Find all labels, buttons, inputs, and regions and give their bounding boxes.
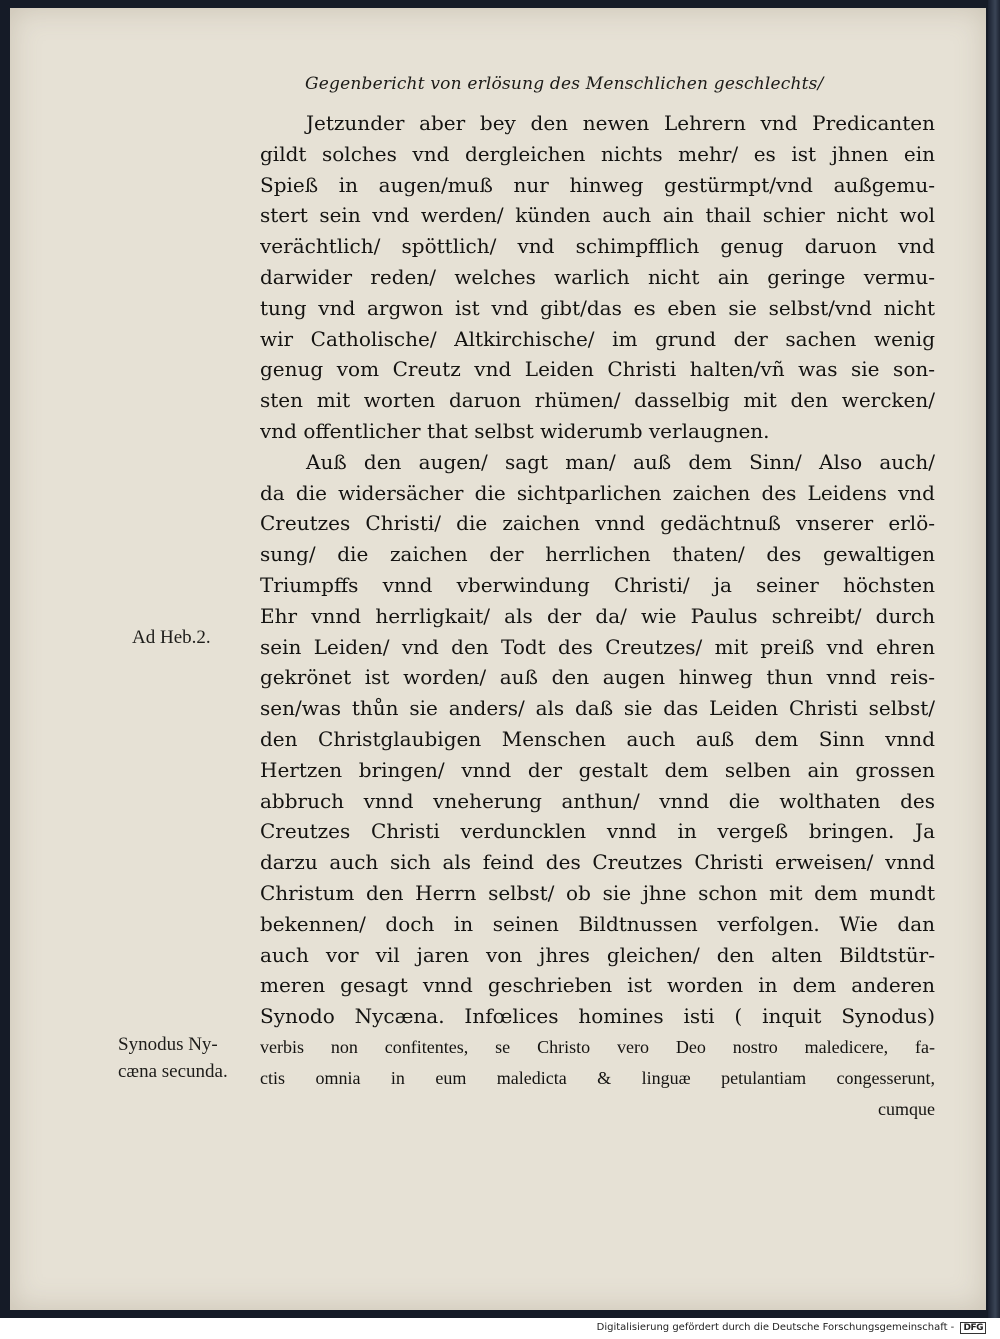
- text-line: da die widersächer die sichtparlichen zaichen des Leidens vnd: [260, 480, 935, 505]
- book-edge: [988, 0, 1000, 1318]
- text-line: auch vor vil jaren von jhres gleichen/ den alten Bildtstür-: [260, 942, 935, 967]
- text-line: vnd offentlicher that selbst widerumb verlaugnen.: [260, 418, 770, 443]
- text-line: wir Catholische/ Altkirchische/ im grund der sachen wenig: [260, 326, 935, 351]
- latin-line: verbis non confitentes, se Christo vero Deo nostro maledicere, fa-: [260, 1036, 935, 1057]
- text-line: sein Leiden/ vnd den Todt des Creutzes/ mit preiß vnd ehren: [260, 634, 935, 659]
- text-line: meren gesagt vnnd geschrieben ist worden in dem anderen: [260, 973, 935, 998]
- text-line: sung/ die zaichen der herrlichen thaten/ des gewaltigen: [260, 542, 935, 567]
- text-line: sten mit worten daruon rhümen/ dasselbig mit den wercken/: [260, 388, 935, 413]
- text-line: Jetzunder aber bey den newen Lehrern vnd Predicanten: [306, 111, 935, 135]
- latin-line: ctis omnia in eum maledicta & linguæ petulantiam congesserunt,: [260, 1067, 935, 1088]
- text-line: bekennen/ doch in seinen Bildtnussen verfolgen. Wie dan: [260, 911, 935, 936]
- text-line: den Christglaubigen Menschen auch auß dem Sinn vnnd: [260, 726, 935, 751]
- text-line: verächtlich/ spöttlich/ vnd schimpfflich genug daruon vnd: [260, 234, 935, 259]
- margin-note-synodus: Synodus Ny-: [118, 1034, 218, 1055]
- footer-text: Digitalisierung gefördert durch die Deutsche Forschungsgemeinschaft -: [596, 1322, 955, 1333]
- margin-note-ad-heb: Ad Heb.2.: [132, 627, 211, 648]
- dfg-logo: DFG: [960, 1322, 986, 1334]
- text-line: tung vnd argwon ist vnd gibt/das es eben sie selbst/vnd nicht: [260, 295, 935, 320]
- body-text: [260, 108, 935, 1124]
- text-line: Christum den Herrn selbst/ ob sie jhne schon mit dem mundt: [260, 880, 935, 905]
- text-line: Hertzen bringen/ vnnd der gestalt dem selben ain grossen: [260, 757, 935, 782]
- catchword: cumque: [878, 1098, 935, 1119]
- text-line: Creutzes Christi/ die zaichen vnnd gedächtnuß vnserer erlö-: [260, 511, 935, 536]
- text-line: Triumpffs vnnd vberwindung Christi/ ja seiner höchsten: [260, 572, 935, 597]
- text-line: Ehr vnnd herrligkait/ als der da/ wie Paulus schreibt/ durch: [260, 603, 935, 628]
- text-line: Synodo Nycæna. Infœlices homines isti ( inquit Synodus): [260, 1004, 935, 1029]
- text-line: genug vom Creutz vnd Leiden Christi halten/vñ was sie son-: [260, 357, 935, 382]
- running-head: Gegenbericht von erlösung des Menschlichen geschlechts/: [305, 74, 824, 94]
- text-line: abbruch vnnd vneherung anthun/ vnnd die wolthaten des: [260, 788, 935, 813]
- text-line: gekrönet ist worden/ auß den augen hinweg thun vnnd reis-: [260, 665, 935, 690]
- funding-footer: [597, 1322, 986, 1334]
- text-line: stert sein vnd werden/ künden auch ain thail schier nicht wol: [260, 203, 935, 228]
- text-line: gildt solches vnd dergleichen nichts mehr/ es ist jhnen ein: [260, 141, 935, 166]
- text-line: Auß den augen/ sagt man/ auß dem Sinn/ Also auch/: [306, 449, 935, 474]
- text-line: darwider reden/ welches warlich nicht ain geringe vermu-: [260, 264, 935, 289]
- text-line: Spieß in augen/muß nur hinweg gestürmpt/vnd außgemu-: [260, 172, 935, 197]
- margin-note-synodus-cont: cæna secunda.: [118, 1061, 228, 1082]
- text-line: Creutzes Christi verduncklen vnnd in vergeß bringen. Ja: [260, 819, 935, 844]
- text-line: darzu auch sich als feind des Creutzes Christi erweisen/ vnnd: [260, 850, 935, 875]
- text-line: sen/was thůn sie anders/ als daß sie das Leiden Christi selbst/: [260, 696, 935, 721]
